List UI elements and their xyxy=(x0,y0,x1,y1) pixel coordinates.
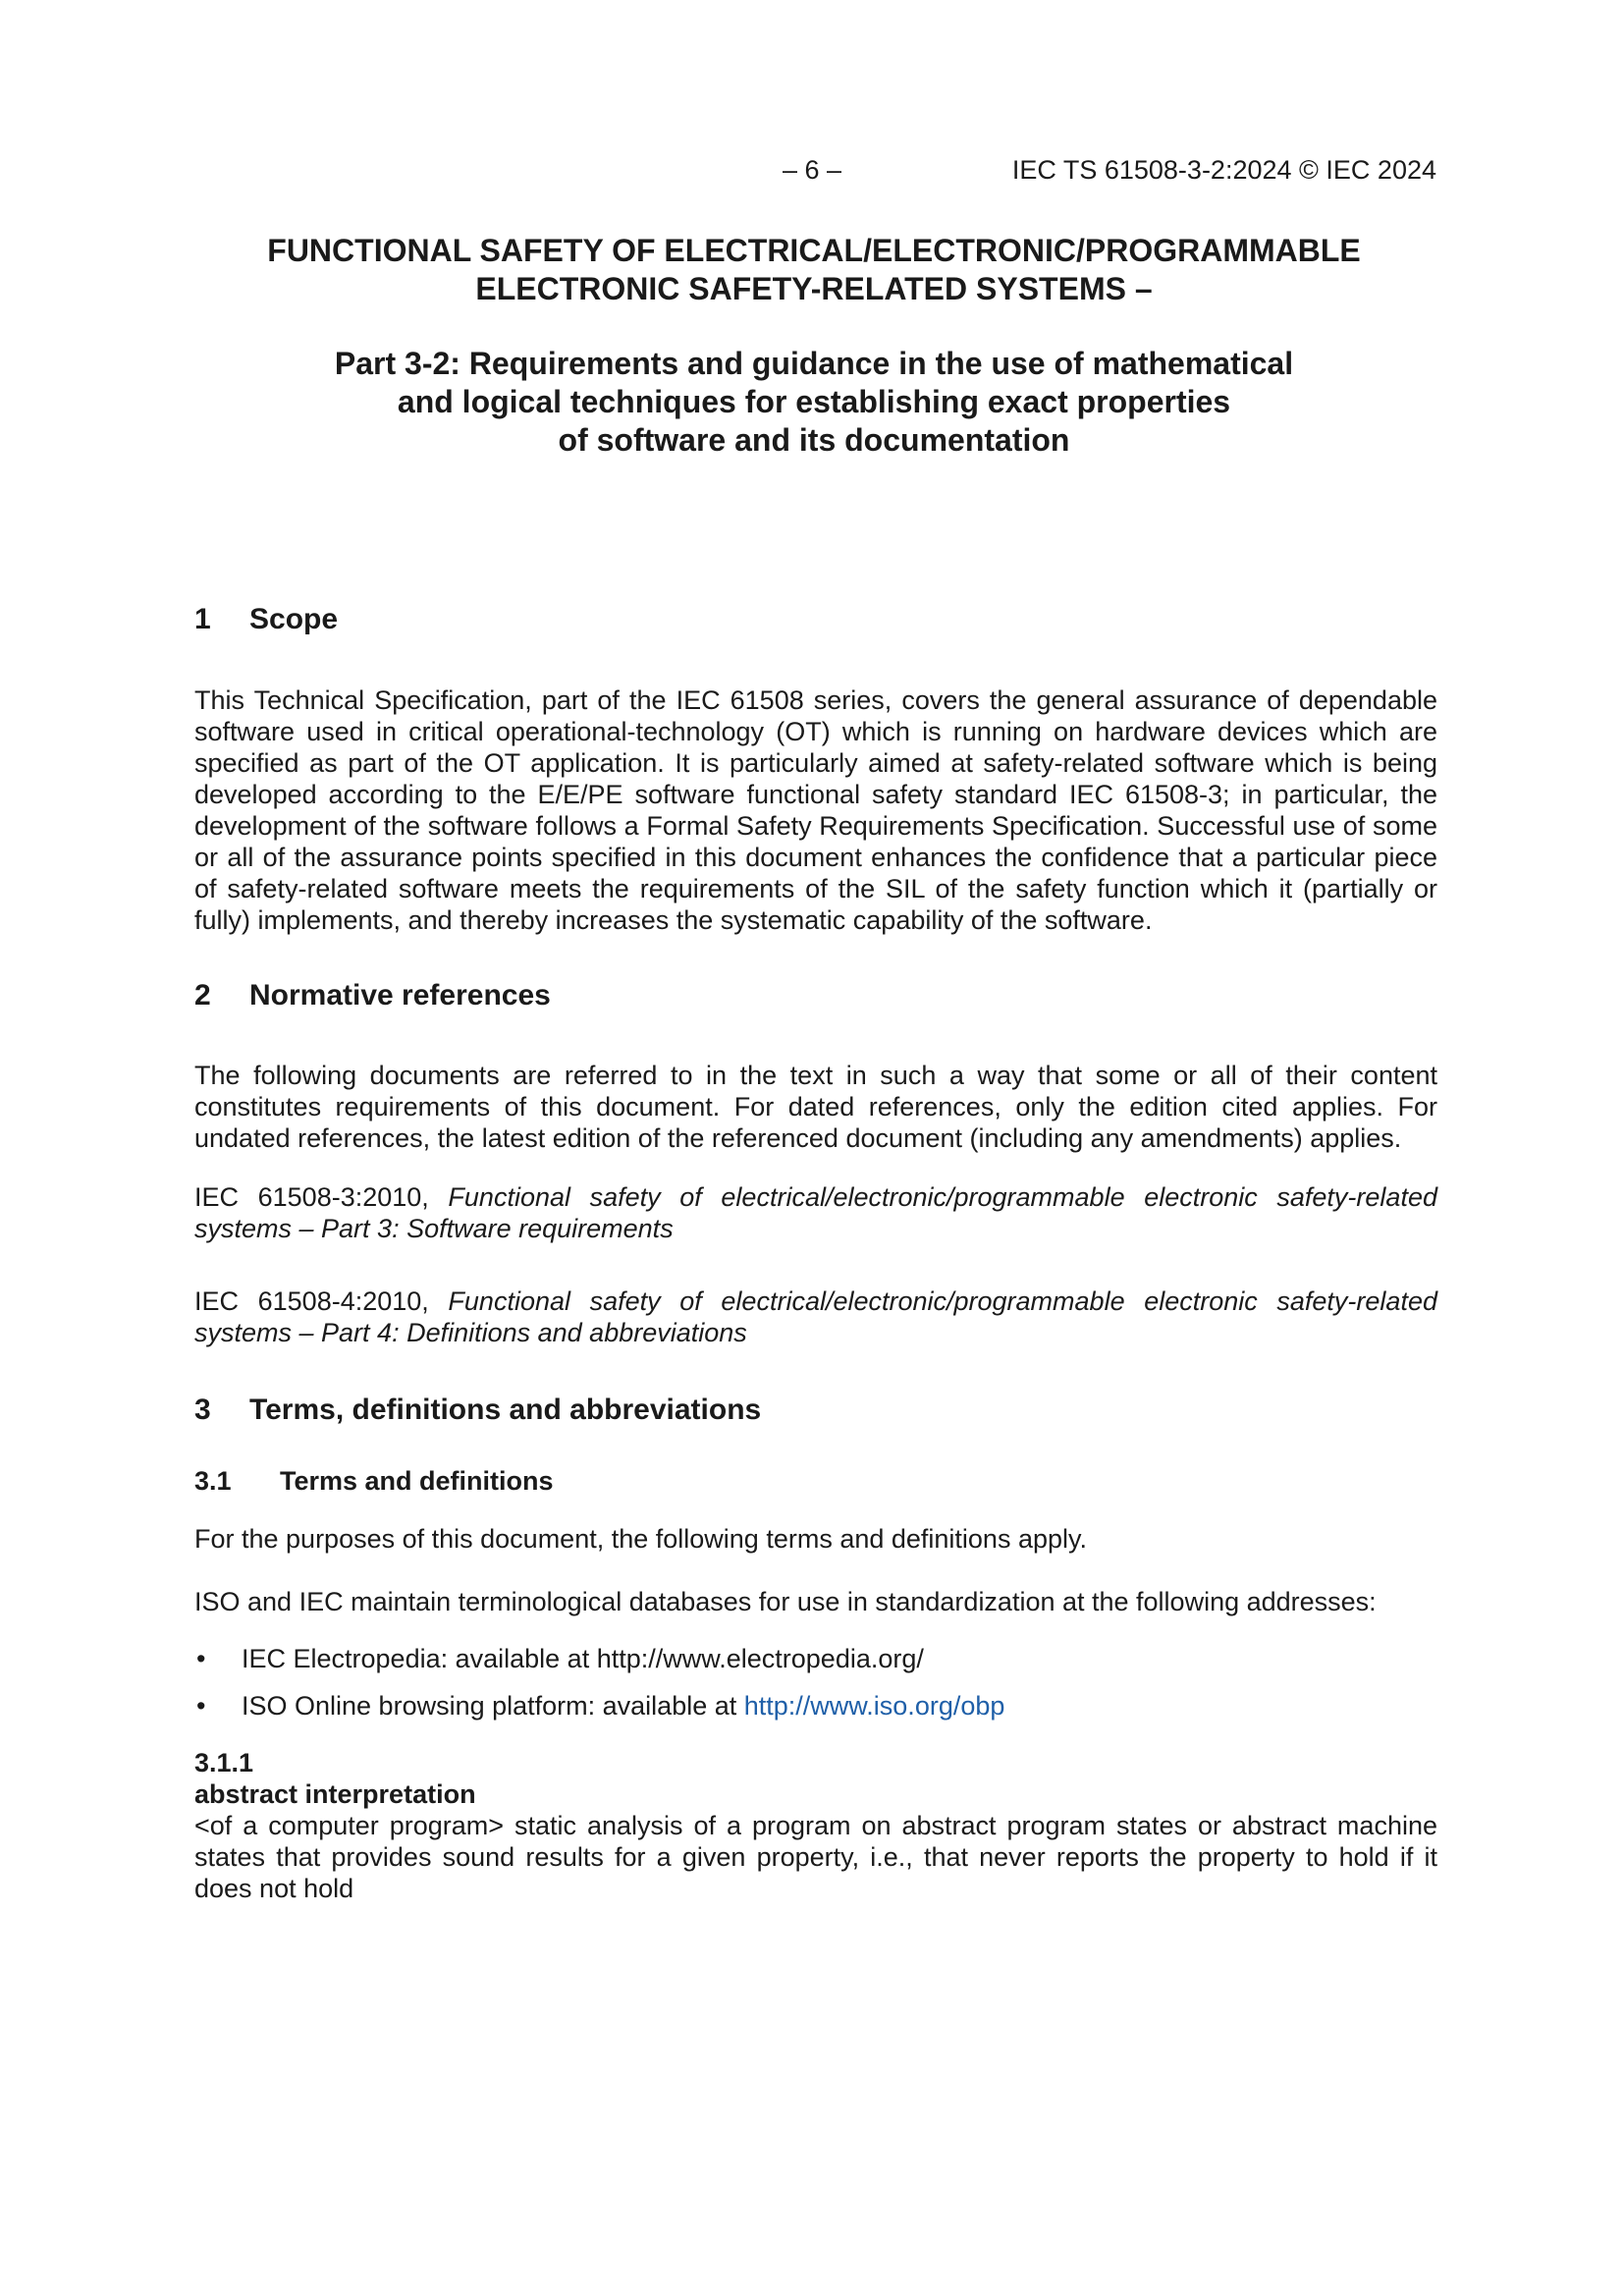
terms-intro-paragraph: For the purposes of this document, the following terms and definitions apply. xyxy=(194,1524,1087,1554)
reference-code: IEC 61508-3:2010, xyxy=(194,1182,429,1212)
part-title-line-1: Part 3-2: Requirements and guidance in the use of mathematical xyxy=(334,346,1294,381)
section-heading-scope xyxy=(194,601,1437,638)
page-number: – 6 – xyxy=(783,155,842,185)
part-title-line-3: of software and its documentation xyxy=(558,422,1070,458)
term-name: abstract interpretation xyxy=(194,1779,476,1809)
reference-entry xyxy=(194,1285,1437,1348)
reference-title: Functional safety of electrical/electronic/programmable electronic safety-related systems – Part 4: Definitions and abbreviations xyxy=(194,1286,1437,1347)
document-body xyxy=(194,601,1437,1904)
subsection-title: Terms and definitions xyxy=(280,1466,554,1496)
section-heading-terms xyxy=(194,1392,1437,1429)
subsection-number: 3.1 xyxy=(194,1466,232,1496)
subsection-heading-terms-and-definitions xyxy=(194,1464,1437,1498)
section-title: Scope xyxy=(249,603,339,635)
bullet-icon: • xyxy=(196,1691,206,1721)
section-title: Normative references xyxy=(249,979,551,1011)
document-reference: IEC TS 61508-3-2:2024 © IEC 2024 xyxy=(1011,155,1436,185)
term-number: 3.1.1 xyxy=(194,1748,254,1777)
scope-paragraph: This Technical Specification, part of the IEC 61508 series, covers the general assurance of dependable software used in critical operational-technology (OT) which is running on hardware devices which are specified as part of the OT application. It is particularly aimed at safety-related software which is being developed according to the E/E/PE software functional safety standard IEC 61508-3; in particular, the development of the software follows a Formal Safety Requirements Specification. Successful use of some or all of the assurance points specified in this document enhances the confidence that a particular piece of safety-related software meets the requirements of the SIL of the safety function which it (partially or fully) implements, and thereby increases the systematic capability of the software. xyxy=(194,685,1437,935)
normative-references-paragraph: The following documents are referred to in the text in such a way that some or all of their content constitutes requirements of this document. For dated references, only the edition cited applies. For undated references, the latest edition of the referenced document (including any amendments) applies. xyxy=(194,1061,1437,1153)
terminology-database-list xyxy=(194,1643,1437,1722)
list-item xyxy=(194,1690,1437,1722)
reference-entry xyxy=(194,1181,1437,1244)
section-number: 1 xyxy=(194,603,211,635)
list-item-text: IEC Electropedia: available at http://www.electropedia.org/ xyxy=(242,1644,924,1673)
title-line-1: FUNCTIONAL SAFETY OF ELECTRICAL/ELECTRONIC/PROGRAMMABLE xyxy=(267,233,1361,268)
document-title xyxy=(192,232,1435,460)
page-header xyxy=(0,155,1623,189)
reference-code: IEC 61508-4:2010, xyxy=(194,1286,429,1316)
part-title-line-2: and logical techniques for establishing exact properties xyxy=(397,384,1231,419)
iso-obp-link[interactable]: http://www.iso.org/obp xyxy=(743,1691,1005,1721)
section-number: 3 xyxy=(194,1394,211,1426)
part-title xyxy=(192,345,1435,460)
bullet-icon: • xyxy=(196,1644,206,1673)
section-heading-normative-references xyxy=(194,977,1437,1014)
term-definition: <of a computer program> static analysis of a program on abstract program states or abstract machine states that provides sound results for a given property, i.e., that never reports the property to hold if it does not hold xyxy=(194,1811,1437,1903)
section-title: Terms, definitions and abbreviations xyxy=(249,1394,762,1426)
list-item xyxy=(194,1643,1437,1674)
section-number: 2 xyxy=(194,979,211,1011)
reference-title: Functional safety of electrical/electronic/programmable electronic safety-related systems – Part 3: Software requirements xyxy=(194,1182,1437,1243)
list-item-text: ISO Online browsing platform: available at xyxy=(242,1691,744,1721)
title-line-2: ELECTRONIC SAFETY-RELATED SYSTEMS – xyxy=(475,271,1153,306)
terminology-databases-paragraph: ISO and IEC maintain terminological databases for use in standardization at the following addresses: xyxy=(194,1587,1377,1616)
